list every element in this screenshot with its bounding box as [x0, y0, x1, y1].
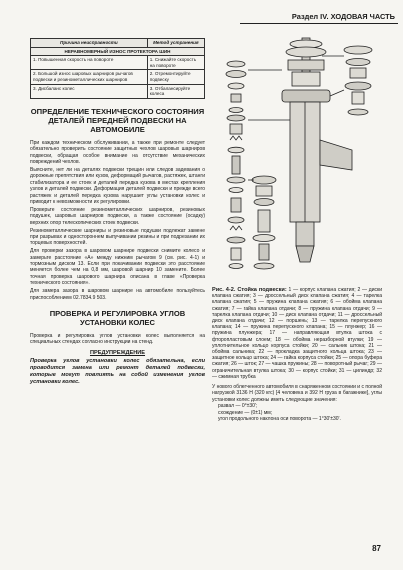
column-header-cause: Причина неисправности [31, 39, 148, 48]
diagnostics-table [30, 38, 205, 99]
table-cell: 3. Дисбаланс колес [31, 84, 148, 98]
paragraph: Выясните, нет ли на деталях подвески трещин или следов задевания о дорожные препятствия или кузов, деформаций рычагов, растяжек, штанги стабилизатора и ее стоек и деталей передка кузова в местах крепления узлов и деталей подвески. Деформация деталей подвески и прежде всего растяжек и деталей передка кузова нарушает углы установки колес и приводит к невозможности их регулировки. [30, 166, 205, 205]
alignment-intro: У нового облегченного автомобиля в снаряженном состоянии и с полной нагрузкой 3136 Н (320 кгс) [4 человека и 392 Н груза в багажнике], углы установки колес должны иметь следующие значения: [212, 384, 382, 403]
table-cell: 2. Большой износ шаровых шарниров рычагов подвески и резинометаллических шарниров [31, 70, 148, 84]
figure-title: Рис. 4-2. Стойка подвески: [212, 287, 287, 293]
table-row [31, 70, 205, 84]
alignment-values [212, 403, 382, 422]
steering-arm [320, 140, 352, 170]
paragraph: При каждом техническом обслуживании, а также при ремонте следует обязательно проверить состояние защитных чехлов шаровых шарниров подвески, обращая особое внимание на отсутствие механических повреждений чехлов. [30, 139, 205, 165]
left-column [30, 38, 205, 386]
right-column [212, 30, 382, 422]
table-cell: 3. Отбалансируйте колеса [147, 84, 204, 98]
warning-text: Проверка углов установки колес обязательна, если проводится замена или ремонт деталей подвески, которые могут повлиять на собой изменения углов установки колес. [30, 357, 205, 385]
list-item: схождение — (0±1) мм; [218, 409, 273, 416]
strut-figure [212, 30, 380, 285]
table-cell: 1. Повышенная скорость на повороте [31, 56, 148, 70]
section-title-inspection: ОПРЕДЕЛЕНИЕ ТЕХНИЧЕСКОГО СОСТОЯНИЯ ДЕТАЛЕЙ ПЕРЕДНЕЙ ПОДВЕСКИ НА АВТОМОБИЛЕ [30, 106, 205, 134]
strut-drawing [212, 30, 380, 285]
section-header: Раздел IV. ХОДОВАЯ ЧАСТЬ [291, 12, 395, 21]
table-cell: 2. Отремонтируйте подвеску [147, 70, 204, 84]
header-rule [240, 23, 398, 24]
paragraph: Проверка и регулировка углов установки колес выполняется на специальных стендах согласно инструкции на стенд. [30, 333, 205, 346]
list-item: развал — 0°±30'; [218, 403, 258, 410]
figure-caption [212, 287, 382, 380]
paragraph: Резинометаллические шарниры и резиновые подушки подлежат замене при разрывах и одностороннем выпучивании резины и при подрезании их торцевых поверхностей. [30, 227, 205, 247]
column-header-remedy: Метод устранения [147, 39, 204, 48]
table-cell: 1. Снижайте скорость на повороте [147, 56, 204, 70]
paragraph: Для проверки зазора в шаровом шарнире подвески снимите колесо и замерьте расстояние «А» между нижним рычагом 9 (см. рис. 4-1) и тормозным диском 13. Если при покачивании подвески это расстояние меняется более чем на 0,8 мм, шаровой шарнир 10 замените. Более точная проверка шарового шарнира описана в главе «Проверка технического состояния». [30, 248, 205, 287]
section-title-alignment: ПРОВЕРКА И РЕГУЛИРОВКА УГЛОВ УСТАНОВКИ КОЛЕС [49, 309, 186, 327]
figure-legend: 1 — корпус клапана сжатия; 2 — диски клапана сжатия; 3 — дроссельный диск клапана сжатия; 4 — тарелка клапана сжатия; 5 — пружина клапана сжатия; 6 — обойма клапана сжатия; 7 — гайка клапана отдачи; 8 — пружина клапана отдачи; 9 — тарелка клапана отдачи; 10 — диск клапана отдачи; 11 — дроссельный диск клапана отдачи; 12 — поршень; 13 — тарелка перепускного клапана; 14 — пружина перепускного клапана; 15 — плунжер; 16 — пружина плунжера; 17 — направляющая втулка штока с фторопластовым слоем; 18 — обойма неразборной втулки; 19 — уплотнительное кольцо корпуса стойки; 20 — сальник штока; 21 — обойма сальника; 22 — прокладка защитного кольца штока; 23 — защитное кольцо штока; 24 — гайка корпуса стойки; 25 — опора буфера сжатия; 26 — шток; 27 — чашка пружины; 28 — поворотный рычаг; 29 — ограничительная втулка штока; 30 — корпус стойки; 31 — цилиндр; 32 — сжимная трубка [212, 287, 382, 380]
list-item: угол продольного наклона оси поворота — 1°30'±30'. [218, 416, 341, 423]
warning-title: ПРЕДУПРЕЖДЕНИЕ [89, 349, 146, 356]
table-row [31, 56, 205, 70]
spring-cup [282, 90, 330, 102]
page-number: 87 [372, 544, 381, 553]
paragraph: Для замера зазора в шаровом шарнире на автомобиле пользуйтесь приспособлением 02.7834.9 503. [30, 288, 205, 301]
table-group-title: НЕРАВНОМЕРНЫЙ ИЗНОС ПРОТЕКТОРА ШИН [31, 47, 205, 56]
table-row [31, 84, 205, 98]
paragraph: Проверьте состояние резинометаллических шарниров, резиновых подушек, шаровых шарниров подвески, а также состояние (осадку) верхних опор телескопических стоек подвески. [30, 206, 205, 226]
